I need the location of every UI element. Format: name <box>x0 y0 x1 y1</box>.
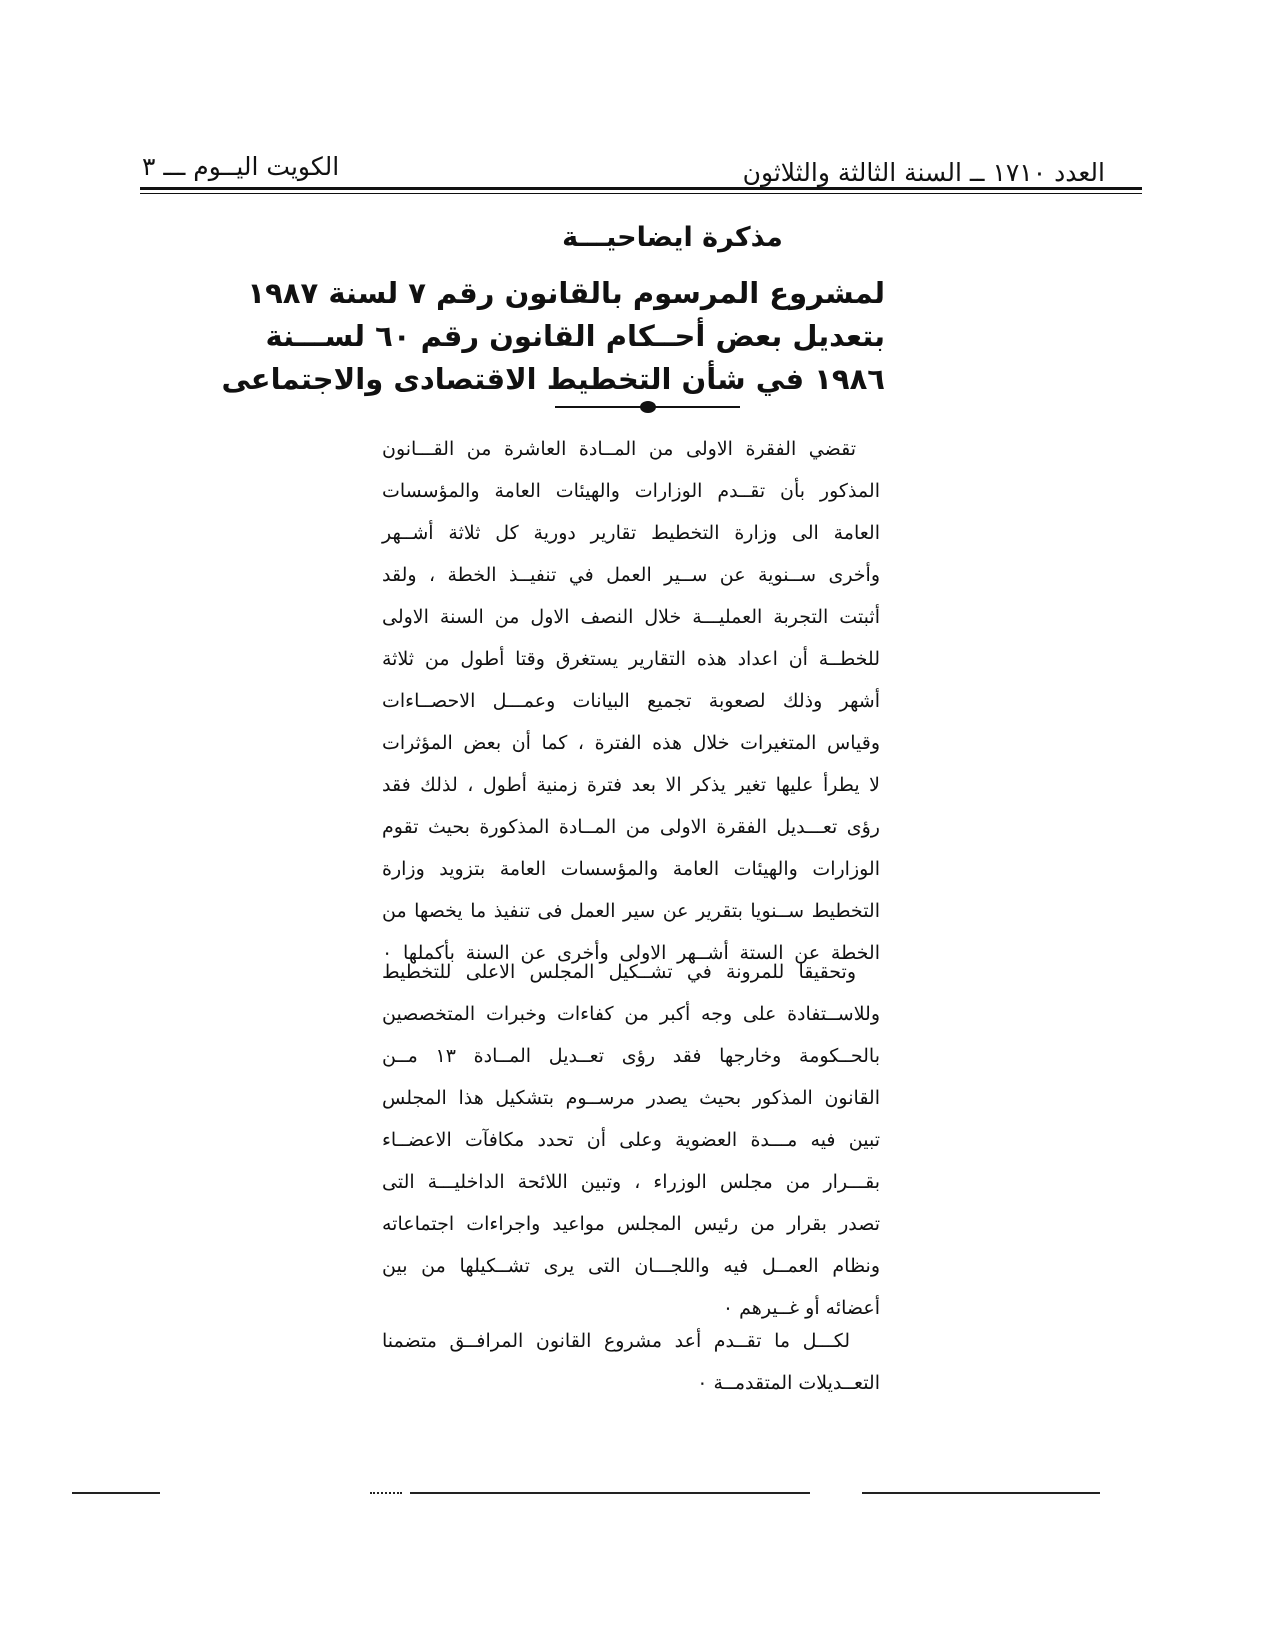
text-line: التخطيط ســنويا بتقرير عن سير العمل فى تنفيذ ما يخصها من <box>382 900 880 922</box>
text-line: أثبتت التجربة العمليـــة خلال النصف الاول من السنة الاولى <box>382 606 880 628</box>
text-line: وقياس المتغيرات خلال هذه الفترة ، كما أن بعض المؤثرات <box>382 732 880 754</box>
memo-title: مذكرة ايضاحيـــة <box>562 222 783 253</box>
subtitle-line: ١٩٨٦ في شأن التخطيط الاقتصادى والاجتماعى <box>221 362 885 396</box>
text-line: تصدر بقرار من رئيس المجلس مواعيد واجراءات اجتماعاته <box>382 1213 880 1235</box>
text-line: أشهر وذلك لصعوبة تجميع البيانات وعمـــل الاحصــاءات <box>382 690 880 712</box>
text-line: لكـــل ما تقــدم أعد مشروع القانون المرافــق متضمنا <box>382 1330 850 1352</box>
text-line: الوزارات والهيئات العامة والمؤسسات العامة بتزويد وزارة <box>382 858 880 880</box>
text-line: للخطــة أن اعداد هذه التقارير يستغرق وقتا أطول من ثلاثة <box>382 648 880 670</box>
subtitle-line: لمشروع المرسوم بالقانون رقم ٧ لسنة ١٩٨٧ <box>247 276 885 310</box>
text-line: وتحقيقا للمرونة في تشــكيل المجلس الاعلى للتخطيط <box>382 961 856 983</box>
memo-subtitle <box>221 272 885 401</box>
text-line: وأخرى ســنوية عن ســير العمل في تنفيــذ الخطة ، ولقد <box>382 564 880 586</box>
divider-ornament <box>640 401 656 413</box>
text-line: العامة الى وزارة التخطيط تقارير دورية كل ثلاثة أشــهر <box>382 522 880 544</box>
header-rule-thin <box>140 193 1142 194</box>
footer-rule <box>410 1492 810 1494</box>
text-line: بالحــكومة وخارجها فقد رؤى تعــديل المــادة ١٣ مــن <box>382 1045 880 1067</box>
footer-rule <box>72 1492 160 1494</box>
text-line: التعــديلات المتقدمــة ٠ <box>697 1372 880 1394</box>
issue-header: العدد ١٧١٠ ــ السنة الثالثة والثلاثون <box>742 158 1105 187</box>
page-header: الكويت اليــوم ـــ ٣ <box>142 152 340 181</box>
text-line: لا يطرأ عليها تغير يذكر الا بعد فترة زمنية أطول ، لذلك فقد <box>382 774 880 796</box>
subtitle-line: بتعديل بعض أحــكام القانون رقم ٦٠ لســـنة <box>265 319 885 353</box>
paragraph-1 <box>382 428 880 974</box>
text-line: تبين فيه مـــدة العضوية وعلى أن تحدد مكافآت الاعضــاء <box>382 1129 880 1151</box>
text-line: الخطة عن الستة أشــهر الاولى وأخرى عن السنة بأكملها ٠ <box>382 942 880 964</box>
text-line: تقضي الفقرة الاولى من المــادة العاشرة من القـــانون <box>382 438 856 460</box>
text-line: أعضائه أو غــيرهم ٠ <box>722 1297 880 1319</box>
footer-rule <box>862 1492 1100 1494</box>
text-line: بقـــرار من مجلس الوزراء ، وتبين اللائحة الداخليـــة التى <box>382 1171 880 1193</box>
text-line: ونظام العمــل فيه واللجـــان التى يرى تشــكيلها من بين <box>382 1255 880 1277</box>
footer-rule <box>370 1492 402 1494</box>
paragraph-2 <box>382 951 880 1329</box>
header-rule <box>140 187 1142 190</box>
text-line: المذكور بأن تقــدم الوزارات والهيئات العامة والمؤسسات <box>382 480 880 502</box>
text-line: القانون المذكور بحيث يصدر مرســوم بتشكيل هذا المجلس <box>382 1087 880 1109</box>
text-line: رؤى تعـــديل الفقرة الاولى من المــادة المذكورة بحيث تقوم <box>382 816 880 838</box>
text-line: وللاســتفادة على وجه أكبر من كفاءات وخبرات المتخصصين <box>382 1003 880 1025</box>
paragraph-3 <box>382 1320 880 1404</box>
